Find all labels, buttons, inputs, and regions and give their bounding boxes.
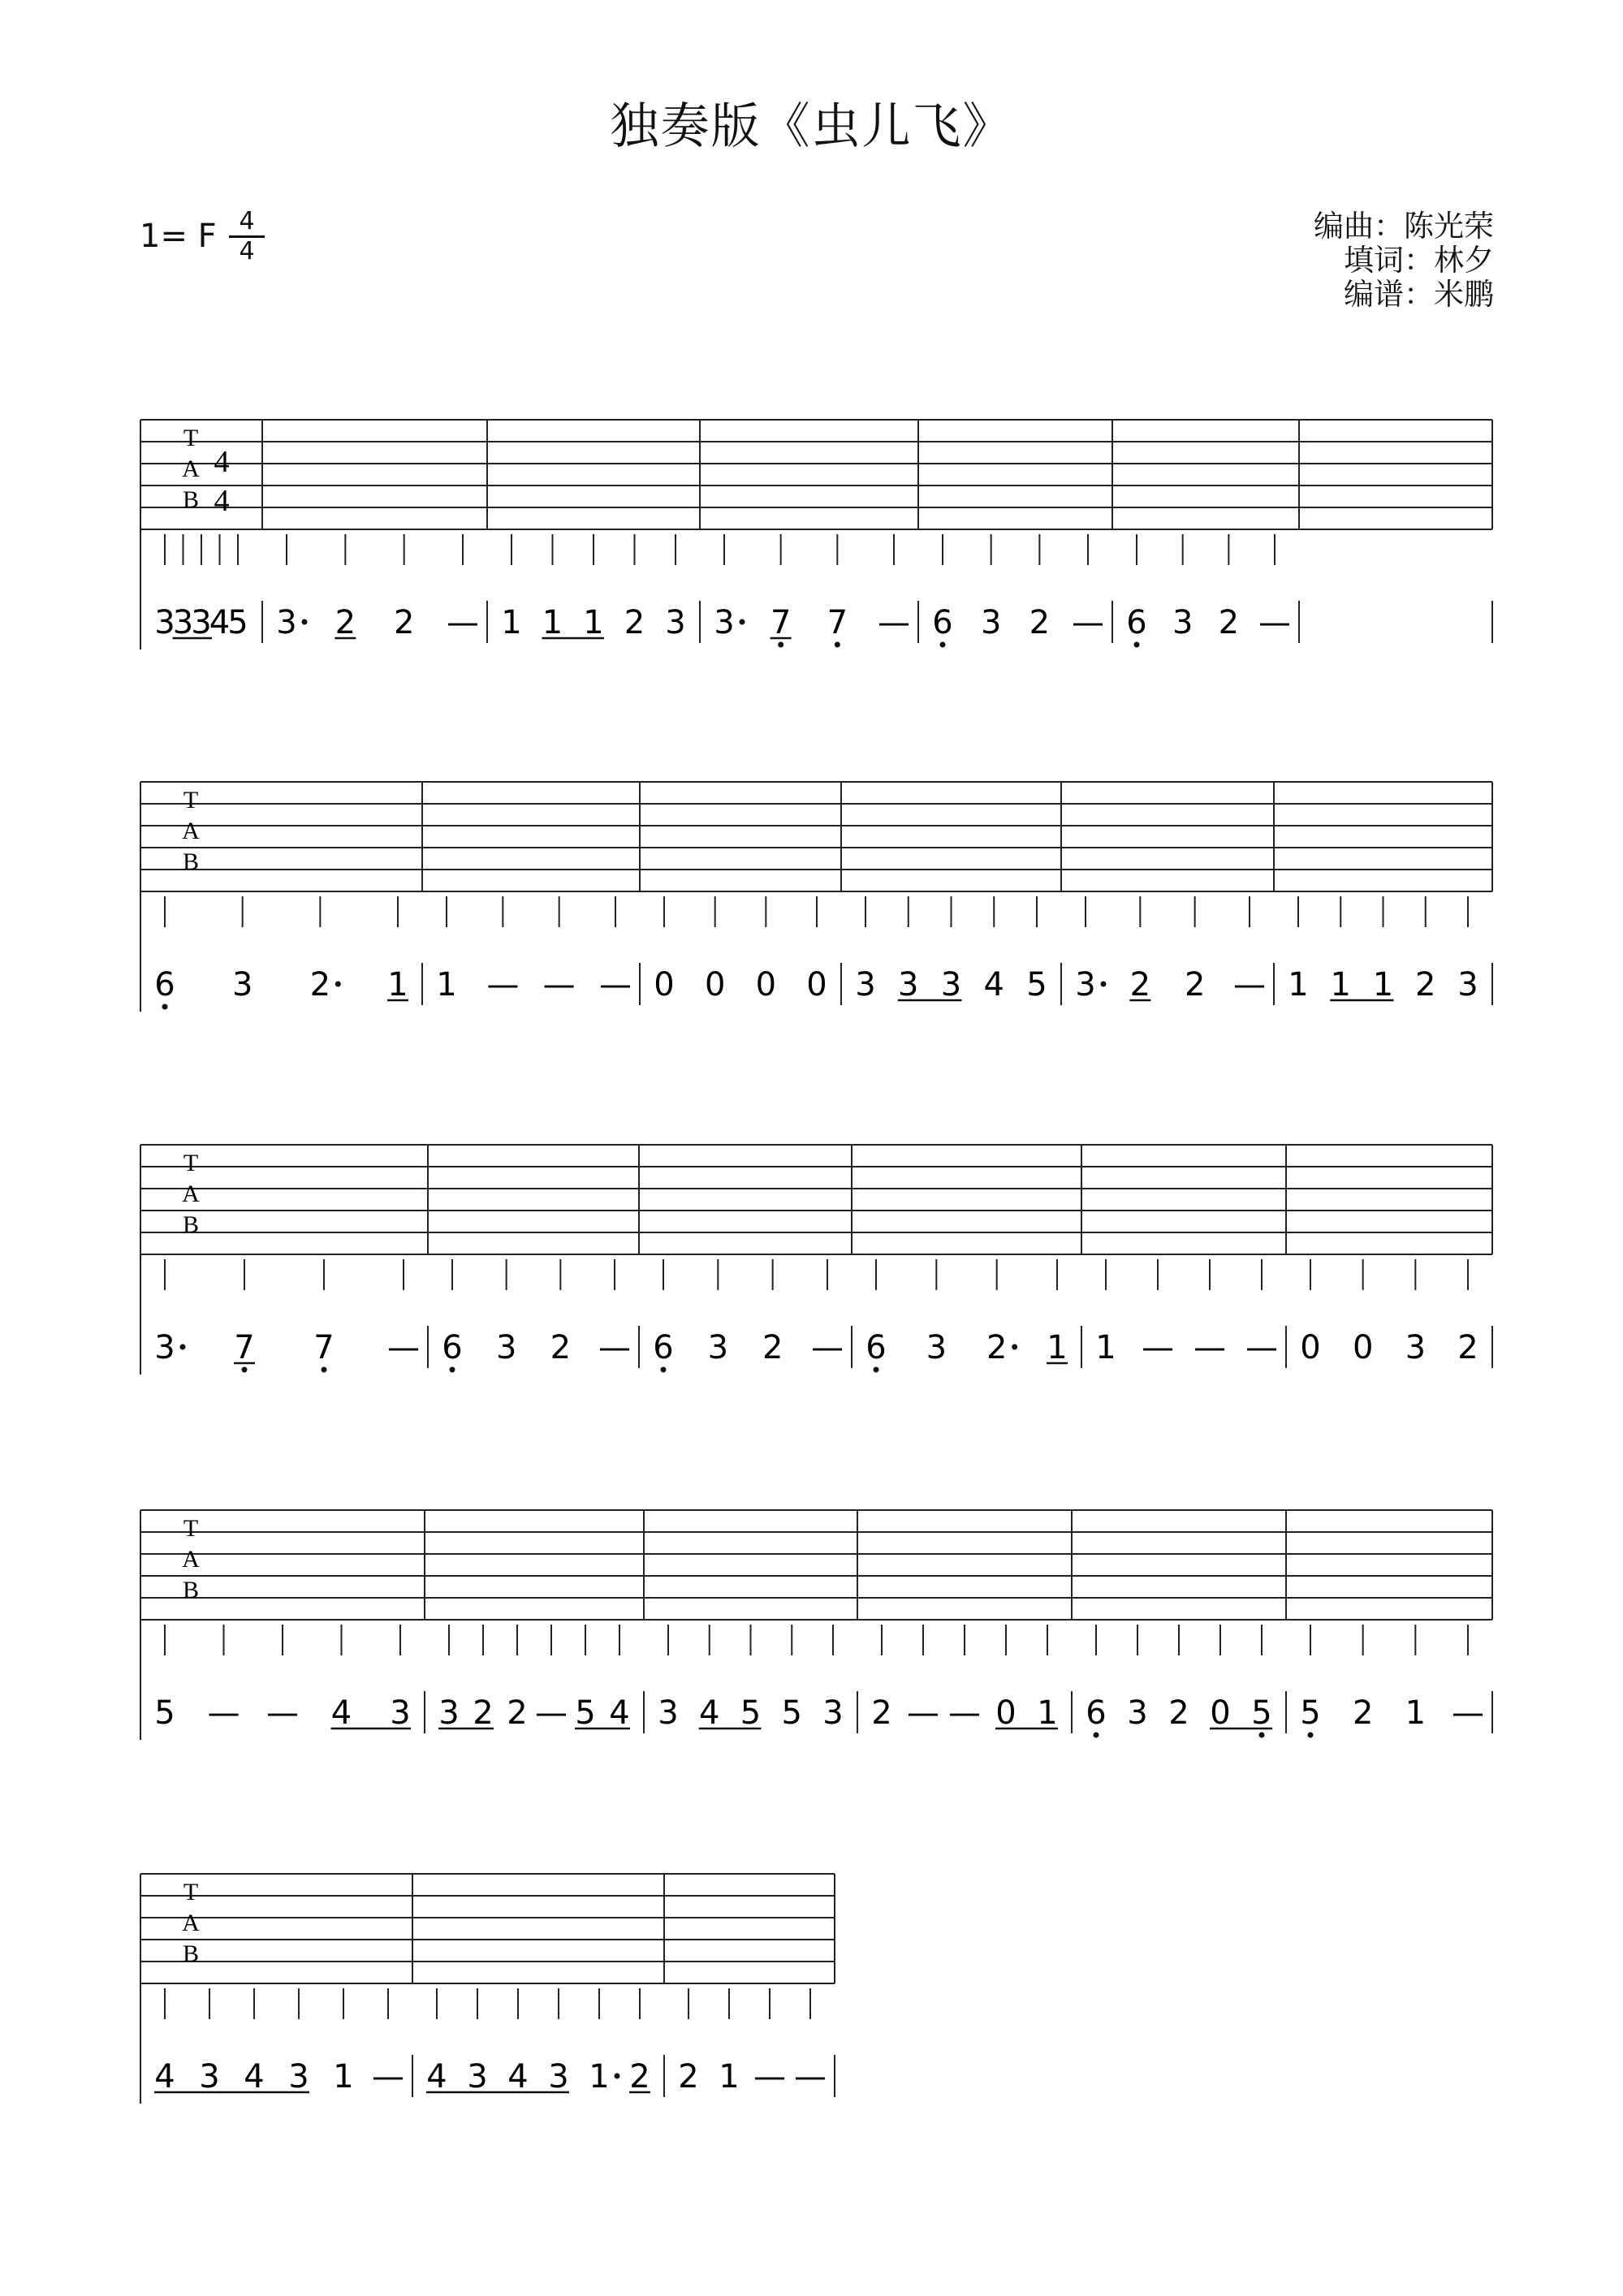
augmentation-dot <box>1012 1344 1017 1350</box>
jianpu-note: — <box>486 966 520 1003</box>
jianpu-note: 2 <box>473 1694 494 1732</box>
jianpu-note: — <box>1072 604 1104 641</box>
jianpu-note: — <box>207 1694 240 1732</box>
tab-letter: B <box>182 1577 200 1603</box>
low-octave-dot <box>1134 642 1140 648</box>
jianpu-note: 2 <box>1457 1329 1478 1366</box>
jianpu-note: 3 <box>822 1694 844 1732</box>
tab-time-bottom: 4 <box>214 484 230 518</box>
jianpu-note: 6 <box>865 1329 887 1366</box>
jianpu-note: 3 <box>926 1329 947 1366</box>
jianpu-note: 7 <box>234 1329 255 1366</box>
jianpu-note: 3 <box>980 604 1002 641</box>
jianpu-note: — <box>1194 1329 1226 1366</box>
jianpu-note: 2 <box>1352 1694 1374 1732</box>
jianpu-note: 3 <box>707 1329 729 1366</box>
jianpu-note: 1 <box>333 2058 354 2095</box>
key-signature: 1= F <box>140 218 217 255</box>
jianpu-note: 0 <box>654 966 675 1003</box>
jianpu-note: 3 <box>1405 1329 1427 1366</box>
jianpu-note: 0 <box>1210 1694 1231 1732</box>
jianpu-note: 3 <box>1075 966 1096 1003</box>
jianpu-note: 3 <box>438 1694 460 1732</box>
tab-letter: A <box>182 1180 200 1207</box>
jianpu-note: 7 <box>313 1329 335 1366</box>
jianpu-note: 7 <box>827 604 848 641</box>
jianpu-note: 0 <box>995 1694 1017 1732</box>
augmentation-dot <box>180 1344 186 1350</box>
jianpu-note: 1 <box>583 604 604 641</box>
low-octave-dot <box>1308 1733 1314 1738</box>
jianpu-note: 2 <box>1415 966 1436 1003</box>
jianpu-note: 2 <box>762 1329 783 1366</box>
low-octave-dot <box>1094 1733 1099 1738</box>
jianpu-note: 5 <box>740 1694 762 1732</box>
jianpu-note: 5 <box>1026 966 1047 1003</box>
tab-letter: A <box>182 1910 200 1936</box>
jianpu-note: 7 <box>770 604 792 641</box>
jianpu-note: — <box>1245 1329 1278 1366</box>
jianpu-note: 1 <box>719 2058 740 2095</box>
jianpu-note: — <box>878 604 910 641</box>
low-octave-dot <box>874 1367 879 1373</box>
jianpu-note: 5 <box>154 1694 175 1732</box>
jianpu-note: 3 <box>658 1694 679 1732</box>
jianpu-note: 3 <box>665 604 686 641</box>
jianpu-note: 0 <box>704 966 726 1003</box>
jianpu-note: 2 <box>624 604 645 641</box>
jianpu-note: 1 <box>589 2058 610 2095</box>
jianpu-note: 2 <box>678 2058 699 2095</box>
jianpu-note: 1 <box>542 604 563 641</box>
jianpu-note: 1 <box>1330 966 1351 1003</box>
jianpu-note: — <box>1452 1694 1484 1732</box>
jianpu-note: 3 <box>199 2058 220 2095</box>
jianpu-note: 6 <box>1126 604 1147 641</box>
low-octave-dot <box>162 1004 168 1010</box>
tab-letter: T <box>183 1515 199 1542</box>
jianpu-note: 4 <box>507 2058 529 2095</box>
jianpu-note: — <box>535 1694 568 1732</box>
jianpu-note: 0 <box>806 966 827 1003</box>
jianpu-note: 1 <box>501 604 522 641</box>
jianpu-note: 3 <box>191 604 212 641</box>
jianpu-note: 3 <box>390 1694 411 1732</box>
low-octave-dot <box>322 1367 327 1373</box>
augmentation-dot <box>335 982 341 987</box>
jianpu-note: 4 <box>426 2058 447 2095</box>
jianpu-note: 5 <box>781 1694 802 1732</box>
jianpu-note: 2 <box>309 966 331 1003</box>
jianpu-note: 2 <box>1218 604 1240 641</box>
augmentation-dot <box>302 619 308 625</box>
jianpu-note: 4 <box>209 604 231 641</box>
tab-letter: T <box>183 1879 199 1905</box>
jianpu-note: — <box>599 966 632 1003</box>
time-signature-bottom: 4 <box>239 237 255 265</box>
jianpu-note: 4 <box>330 1694 352 1732</box>
credit-arranger: 编曲：陈光荣 <box>1314 209 1494 244</box>
jianpu-note: 2 <box>871 1694 892 1732</box>
low-octave-dot <box>242 1367 248 1373</box>
tab-letter: T <box>183 1150 199 1176</box>
jianpu-note: 0 <box>1352 1329 1374 1366</box>
jianpu-note: — <box>753 2058 786 2095</box>
jianpu-note: 1 <box>1095 1329 1116 1366</box>
low-octave-dot <box>778 642 783 648</box>
jianpu-note: — <box>811 1329 844 1366</box>
jianpu-note: — <box>372 2058 404 2095</box>
jianpu-note: 3 <box>288 2058 309 2095</box>
time-signature-top: 4 <box>239 207 255 235</box>
tab-letter: B <box>182 486 200 513</box>
jianpu-note: 2 <box>1029 604 1051 641</box>
jianpu-note: 3 <box>1457 966 1478 1003</box>
jianpu-note: 4 <box>609 1694 630 1732</box>
tab-letter: B <box>182 848 200 875</box>
jianpu-note: 4 <box>983 966 1004 1003</box>
tab-letter: A <box>182 455 200 482</box>
jianpu-note: 1 <box>1037 1694 1058 1732</box>
tab-letter: A <box>182 818 200 844</box>
jianpu-note: 5 <box>575 1694 596 1732</box>
jianpu-note: 3 <box>467 2058 488 2095</box>
credit-lyricist: 填词：林夕 <box>1344 243 1494 278</box>
credit-transcriber: 编谱：米鹏 <box>1344 277 1494 312</box>
jianpu-note: 5 <box>1300 1694 1321 1732</box>
jianpu-note: 2 <box>507 1694 528 1732</box>
jianpu-note: 3 <box>898 966 919 1003</box>
low-octave-dot <box>1259 1733 1265 1738</box>
jianpu-note: — <box>1258 604 1291 641</box>
jianpu-note: 2 <box>393 604 415 641</box>
jianpu-note: 5 <box>227 604 248 641</box>
jianpu-note: 3 <box>231 966 253 1003</box>
jianpu-note: 2 <box>1184 966 1206 1003</box>
tab-letter: T <box>183 425 199 451</box>
score-title: 独奏版《虫儿飞》 <box>610 98 1013 155</box>
jianpu-note: — <box>387 1329 420 1366</box>
jianpu-note: — <box>907 1694 939 1732</box>
jianpu-note: 1 <box>436 966 457 1003</box>
jianpu-note: 3 <box>154 1329 175 1366</box>
low-octave-dot <box>835 642 840 648</box>
jianpu-note: 0 <box>755 966 777 1003</box>
jianpu-note: — <box>266 1694 299 1732</box>
tab-letter: A <box>182 1546 200 1573</box>
jianpu-note: 2 <box>629 2058 650 2095</box>
jianpu-note: 3 <box>714 604 735 641</box>
jianpu-note: 6 <box>154 966 175 1003</box>
jianpu-note: — <box>447 604 479 641</box>
jianpu-note: 1 <box>1372 966 1394 1003</box>
tab-letter: T <box>183 787 199 814</box>
augmentation-dot <box>740 619 745 625</box>
jianpu-note: 6 <box>442 1329 463 1366</box>
jianpu-note: — <box>1142 1329 1174 1366</box>
jianpu-note: — <box>948 1694 981 1732</box>
jianpu-note: 2 <box>986 1329 1008 1366</box>
jianpu-note: 3 <box>154 604 175 641</box>
low-octave-dot <box>450 1367 455 1373</box>
low-octave-dot <box>940 642 946 648</box>
jianpu-note: 3 <box>495 1329 517 1366</box>
tab-letter: B <box>182 1211 200 1238</box>
jianpu-note: 4 <box>244 2058 265 2095</box>
jianpu-note: 1 <box>1047 1329 1068 1366</box>
jianpu-note: — <box>794 2058 827 2095</box>
tab-time-top: 4 <box>214 445 230 479</box>
jianpu-note: — <box>542 966 576 1003</box>
low-octave-dot <box>661 1367 667 1373</box>
jianpu-note: 5 <box>1251 1694 1272 1732</box>
jianpu-note: 3 <box>548 2058 569 2095</box>
jianpu-note: — <box>1233 966 1266 1003</box>
jianpu-note: 3 <box>1127 1694 1148 1732</box>
jianpu-note: 1 <box>1405 1694 1427 1732</box>
augmentation-dot <box>1101 982 1107 987</box>
jianpu-note: 3 <box>940 966 962 1003</box>
jianpu-note: 3 <box>855 966 876 1003</box>
jianpu-note: 3 <box>276 604 297 641</box>
jianpu-note: 1 <box>1288 966 1309 1003</box>
jianpu-note: 2 <box>335 604 356 641</box>
jianpu-note: 3 <box>172 604 194 641</box>
augmentation-dot <box>615 2074 620 2079</box>
jianpu-note: 6 <box>1086 1694 1107 1732</box>
jianpu-note: 4 <box>699 1694 720 1732</box>
jianpu-note: 0 <box>1300 1329 1321 1366</box>
jianpu-note: 6 <box>653 1329 674 1366</box>
tab-letter: B <box>182 1940 200 1967</box>
jianpu-note: 6 <box>932 604 953 641</box>
jianpu-note: 4 <box>154 2058 175 2095</box>
jianpu-note: 2 <box>550 1329 572 1366</box>
jianpu-note: 2 <box>1129 966 1151 1003</box>
jianpu-note: — <box>598 1329 631 1366</box>
jianpu-note: 2 <box>1168 1694 1189 1732</box>
jianpu-note: 3 <box>1172 604 1194 641</box>
jianpu-note: 1 <box>387 966 408 1003</box>
